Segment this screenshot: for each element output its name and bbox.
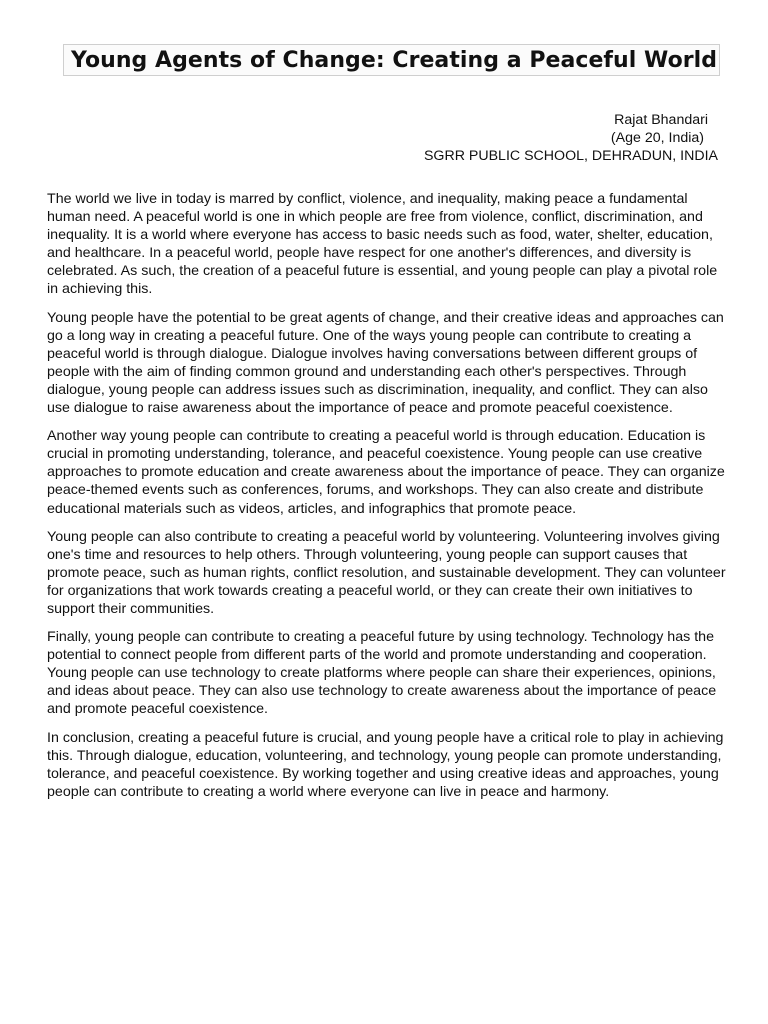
document-title: Young Agents of Change: Creating a Peaceful World [71, 48, 718, 73]
paragraph-5: Finally, young people can contribute to creating a peaceful future by using technology. Technology has the potential to connect people from different parts of the world and promote understanding and cooperation. Young people can use technology to create platforms where people can share their experiences, opinions, and ideas about peace. They can also use technology to create awareness about the importance of peace and promote peaceful coexistence. [47, 629, 717, 718]
author-name: Rajat Bhandari [614, 112, 708, 128]
paragraph-3: Another way young people can contribute to creating a peaceful world is through education. Education is crucial in promoting understanding, tolerance, and peaceful coexistence. Young people can use creative approaches to promote education and create awareness about the importance of peace. They can organize peace-themed events such as conferences, forums, and workshops. They can also create and distribute educational materials such as videos, articles, and infographics that promote peace. [47, 428, 725, 517]
author-block [360, 111, 718, 165]
paragraph-1: The world we live in today is marred by conflict, violence, and inequality, making peace a fundamental human need. A peaceful world is one in which people are free from violence, conflict, discrimination, and inequality. It is a world where everyone has access to basic needs such as food, water, shelter, education, and healthcare. In a peaceful world, people have respect for one another's differences, and diversity is celebrated. As such, the creation of a peaceful future is essential, and young people can play a pivotal role in achieving this. [47, 191, 718, 298]
paragraph-2: Young people have the potential to be great agents of change, and their creative ideas and approaches can go a long way in creating a peaceful future. One of the ways young people can contribute to creating a peaceful world is through dialogue. Dialogue involves having conversations between different groups of people with the aim of finding common ground and understanding each other's perspectives. Through dialogue, young people can address issues such as discrimination, inequality, and conflict. They can also use dialogue to raise awareness about the importance of peace and promote peaceful coexistence. [47, 309, 724, 417]
author-age-country: (Age 20, India) [610, 130, 704, 146]
essay-body [47, 190, 727, 811]
title-box [63, 44, 720, 76]
paragraph-6: In conclusion, creating a peaceful future is crucial, and young people have a critical role to play in achieving this. Through dialogue, education, volunteering, and technology, young people can promote understanding, tolerance, and peaceful coexistence. By working together and using creative ideas and approaches, young people can contribute to creating a world where everyone can live in peace and harmony. [47, 729, 724, 800]
author-school: SGRR PUBLIC SCHOOL, DEHRADUN, INDIA [423, 148, 718, 164]
paragraph-4: Young people can also contribute to creating a peaceful world by volunteering. Volunteering involves giving one's time and resources to help others. Through volunteering, young people can support causes that promote peace, such as human rights, conflict resolution, and sustainable development. They can volunteer for organizations that work towards creating a peaceful world, or they can create their own initiatives to support their communities. [47, 528, 726, 617]
